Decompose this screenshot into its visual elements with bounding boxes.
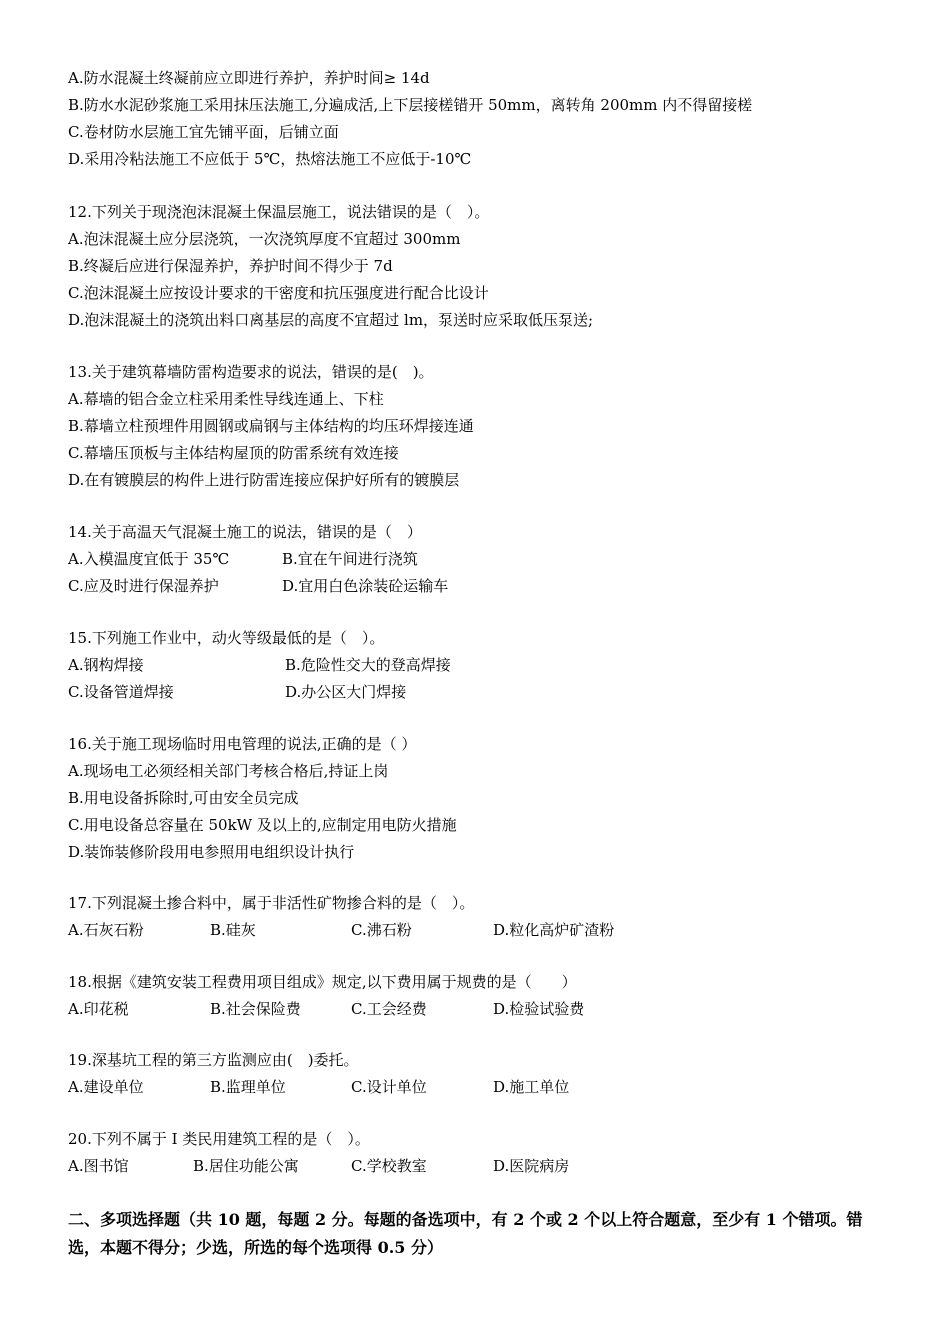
q18-option-a: A.印花税 — [68, 1000, 129, 1018]
q19-option-c: C.设计单位 — [351, 1078, 427, 1096]
q17-option-b: B.硅灰 — [210, 921, 256, 939]
q19-option-d: D.施工单位 — [493, 1078, 570, 1096]
q11-option-c: C.卷材防水层施工宜先铺平面，后铺立面 — [68, 123, 339, 141]
q17-option-c: C.沸石粉 — [351, 921, 412, 939]
q18-stem: 18.根据《建筑安装工程费用项目组成》规定,以下费用属于规费的是（ ） — [68, 973, 577, 991]
q11-option-d: D.采用冷粘法施工不应低于 5℃，热熔法施工不应低于-10℃ — [68, 150, 472, 168]
q20-option-d: D.医院病房 — [493, 1157, 570, 1175]
q17-stem: 17.下列混凝土掺合料中，属于非活性矿物掺合料的是（ ）。 — [68, 894, 475, 912]
q16-option-d: D.装饰装修阶段用电参照用电组织设计执行 — [68, 843, 355, 861]
q16-stem: 16.关于施工现场临时用电管理的说法,正确的是（ ） — [68, 735, 417, 753]
section-heading: 二、多项选择题（共 10 题，每题 2 分。每题的备选项中，有 2 个或 2 个以上符合题意，至少有 1 个错项。错选，本题不得分；少选，所选的每个选项得 0.5 分） — [68, 1210, 863, 1257]
q12-option-c: C.泡沫混凝土应按设计要求的干密度和抗压强度进行配合比设计 — [68, 284, 489, 302]
q12-option-a: A.泡沫混凝土应分层浇筑，一次浇筑厚度不宜超过 300mm — [68, 230, 461, 248]
q13-option-b: B.幕墙立柱预埋件用圆钢或扁钢与主体结构的均压环焊接连通 — [68, 417, 474, 435]
q16-option-c: C.用电设备总容量在 50kW 及以上的,应制定用电防火措施 — [68, 816, 457, 834]
q14-stem: 14.关于高温天气混凝土施工的说法，错误的是（ ） — [68, 523, 422, 541]
q14-option-d: D.宜用白色涂装砼运输车 — [282, 577, 449, 595]
q20-option-c: C.学校教室 — [351, 1157, 427, 1175]
q12-stem: 12.下列关于现浇泡沫混凝土保温层施工，说法错误的是（ ）。 — [68, 203, 490, 221]
q18-option-c: C.工会经费 — [351, 1000, 427, 1018]
q18-option-d: D.检验试验费 — [493, 1000, 585, 1018]
q19-option-a: A.建设单位 — [68, 1078, 144, 1096]
q13-stem: 13.关于建筑幕墙防雷构造要求的说法，错误的是( )。 — [68, 363, 434, 381]
q13-option-d: D.在有镀膜层的构件上进行防雷连接应保护好所有的镀膜层 — [68, 471, 460, 489]
q15-stem: 15.下列施工作业中，动火等级最低的是（ ）。 — [68, 629, 385, 647]
q20-option-a: A.图书馆 — [68, 1157, 129, 1175]
q15-option-a: A.钢构焊接 — [68, 656, 144, 674]
q12-option-d: D.泡沫混凝土的浇筑出料口离基层的高度不宜超过 lm，泵送时应采取低压泵送; — [68, 311, 594, 329]
q20-stem: 20.下列不属于 I 类民用建筑工程的是（ ）。 — [68, 1130, 370, 1148]
q11-option-b: B.防水水泥砂浆施工采用抹压法施工,分遍成活,上下层接槎错开 50mm，离转角 200mm 内不得留接槎 — [68, 96, 753, 114]
q15-option-d: D.办公区大门焊接 — [285, 683, 407, 701]
q19-option-b: B.监理单位 — [210, 1078, 286, 1096]
q17-option-a: A.石灰石粉 — [68, 921, 144, 939]
q13-option-a: A.幕墙的铝合金立柱采用柔性导线连通上、下柱 — [68, 390, 384, 408]
q14-option-b: B.宜在午间进行浇筑 — [282, 550, 418, 568]
q16-option-b: B.用电设备拆除时,可由安全员完成 — [68, 789, 299, 807]
q17-option-d: D.粒化高炉矿渣粉 — [493, 921, 615, 939]
q12-option-b: B.终凝后应进行保湿养护，养护时间不得少于 7d — [68, 257, 393, 275]
q14-option-a: A.入模温度宜低于 35℃ — [68, 550, 230, 568]
q18-option-b: B.社会保险费 — [210, 1000, 301, 1018]
q20-option-b: B.居住功能公寓 — [193, 1157, 299, 1175]
q13-option-c: C.幕墙压顶板与主体结构屋顶的防雷系统有效连接 — [68, 444, 399, 462]
q16-option-a: A.现场电工必须经相关部门考核合格后,持证上岗 — [68, 762, 389, 780]
q14-option-c: C.应及时进行保湿养护 — [68, 577, 219, 595]
q19-stem: 19.深基坑工程的第三方监测应由( )委托。 — [68, 1051, 359, 1069]
q15-option-b: B.危险性交大的登高焊接 — [285, 656, 451, 674]
q15-option-c: C.设备管道焊接 — [68, 683, 174, 701]
q11-option-a: A.防水混凝土终凝前应立即进行养护，养护时间≥ 14d — [68, 69, 430, 87]
